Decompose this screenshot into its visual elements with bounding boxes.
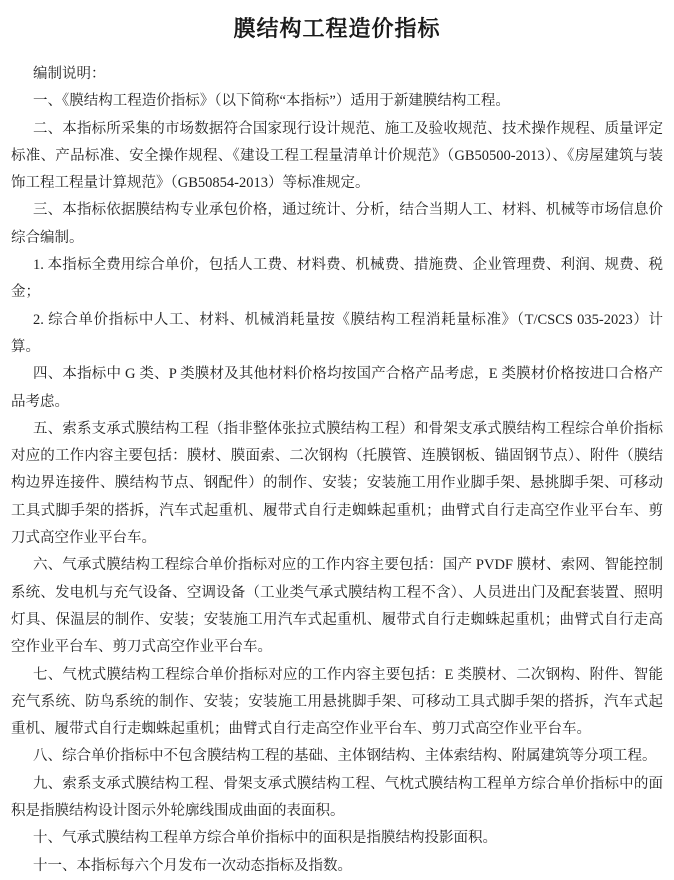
paragraph-item-1: 一、《膜结构工程造价指标》（以下简称“本指标”）适用于新建膜结构工程。	[33, 93, 510, 110]
paragraph-item-9: 九、索系支承式膜结构工程、骨架支承式膜结构工程、气枕式膜结构工程单方综合单价指标中的面积是指膜结构设计图示外轮廓线围成曲面的表面积。	[11, 775, 663, 820]
paragraph-item-4: 四、本指标中 G 类、P 类膜材及其他材料价格均按国产合格产品考虑，E 类膜材价格按进口合格产品考虑。	[11, 366, 663, 410]
paragraph-subitem-1: 1. 本指标全费用综合单价，包括人工费、材料费、机械费、措施费、企业管理费、利润、规费、税金；	[11, 257, 663, 301]
paragraph-item-3: 三、本指标依据膜结构专业承包价格，通过统计、分析，结合当期人工、材料、机械等市场信息价综合编制。	[11, 202, 663, 246]
paragraph-item-5: 五、索系支承式膜结构工程（指非整体张拉式膜结构工程）和骨架支承式膜结构工程综合单价指标对应的工作内容主要包括：膜材、膜面索、二次钢构（托膜管、连膜钢板、锚固钢节点）、附件（膜结构边界连接件、膜结构节点、钢配件）的制作、安装；安装施工用作业脚手架、悬挑脚手架、可移动工具式脚手架的搭拆，汽车式起重机、履带式自行走蜘蛛起重机；曲臂式自行走高空作业平台车、剪刀式高空作业平台车。	[11, 420, 663, 547]
paragraph-item-6: 六、气承式膜结构工程综合单价指标对应的工作内容主要包括：国产 PVDF 膜材、索网、智能控制系统、发电机与充气设备、空调设备（工业类气承式膜结构工程不含）、人员进出门及配套装置、照明灯具、保温层的制作、安装；安装施工用汽车式起重机、履带式自行走蜘蛛起重机；曲臂式自行走高空作业平台车、剪刀式高空作业平台车。	[11, 557, 663, 656]
paragraph-item-10: 十、气承式膜结构工程单方综合单价指标中的面积是指膜结构投影面积。	[33, 830, 497, 847]
paragraph-item-8: 八、综合单价指标中不包含膜结构工程的基础、主体钢结构、主体索结构、附属建筑等分项工程。	[33, 748, 657, 765]
paragraph-item-11: 十一、本指标每六个月发布一次动态指标及指数。	[33, 857, 352, 874]
paragraph-item-2: 二、本指标所采集的市场数据符合国家现行设计规范、施工及验收规范、技术操作规程、质量评定标准、产品标准、安全操作规程、《建设工程工程量清单计价规范》（GB50500-2013）、《房屋建筑与装饰工程工程量计算规范》（GB50854-2013）等标准规定。	[11, 120, 663, 192]
document-title: 膜结构工程造价指标	[233, 16, 441, 41]
section-heading: 编制说明：	[33, 66, 106, 82]
paragraph-subitem-2: 2. 综合单价指标中人工、材料、机械消耗量按《膜结构工程消耗量标准》（T/CSCS 035-2023）计算。	[11, 311, 663, 355]
paragraph-item-7: 七、气枕式膜结构工程综合单价指标对应的工作内容主要包括：E 类膜材、二次钢构、附件、智能充气系统、防鸟系统的制作、安装；安装施工用悬挑脚手架、可移动工具式脚手架的搭拆，汽车式起重机、履带式自行走蜘蛛起重机；曲臂式自行走高空作业平台车、剪刀式高空作业平台车。	[11, 666, 663, 738]
